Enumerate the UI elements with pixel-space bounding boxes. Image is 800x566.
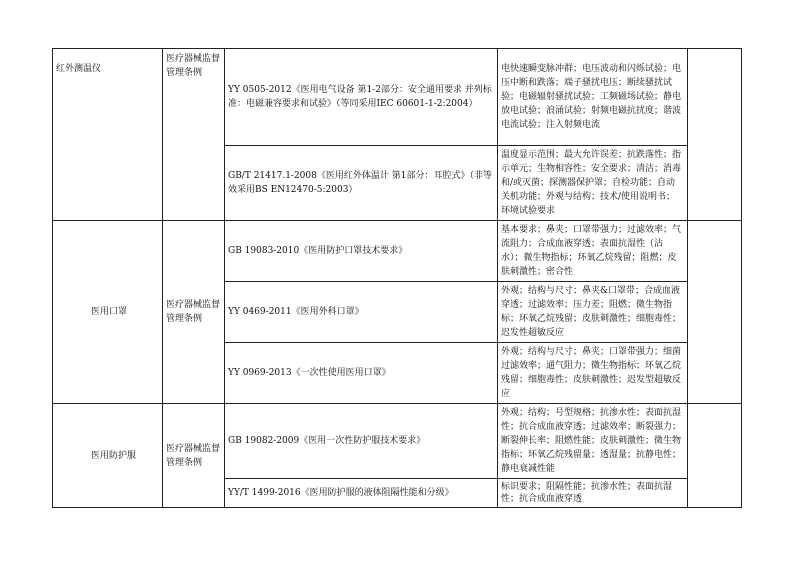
test-items-cell: 外观；结构与尺寸；鼻夹&口罩带；合成血液穿透；过滤效率；压力差；阻燃；微生物指标；环氧乙烷残留；皮肤刺激性；细胞毒性；迟发性超敏反应 xyxy=(498,282,688,343)
regulation-cell: 医疗器械监督管理条例 xyxy=(163,221,225,404)
standard-cell: YY 0969-2013《一次性使用医用口罩》 xyxy=(225,343,498,404)
standard-cell: YY/T 1499-2016《医用防护服的液体阻隔性能和分级》 xyxy=(225,479,498,508)
standard-cell: GB/T 21417.1-2008《医用红外体温计 第1部分：耳腔式》（非等效采用BS EN12470-5:2003） xyxy=(225,146,498,221)
standard-cell: YY 0505-2012《医用电气设备 第1-2部分：安全通用要求 并列标准：电磁兼容要求和试验》（等同采用IEC 60601-1-2:2004） xyxy=(225,49,498,146)
standard-cell: YY 0469-2011《医用外科口罩》 xyxy=(225,282,498,343)
table-row xyxy=(53,49,742,146)
test-items-cell: 温度显示范围；最大允许误差；抗跌落性；指示单元；生物相容性；安全要求；清洁；消毒和/或灭菌；探测器保护罩；自检功能；自动关机功能；外观与结构；技术/使用说明书；环境试验要求 xyxy=(498,146,688,221)
table-row xyxy=(53,221,742,282)
standards-table xyxy=(52,48,742,508)
product-cell: 医用口罩 xyxy=(53,221,163,404)
test-items-cell: 电快速瞬变脉冲群；电压波动和闪烁试验；电压中断和跌落；端子骚扰电压；断续骚扰试验；电磁辐射骚扰试验；工频磁场试验；静电放电试验；浪涌试验；射频电磁抗扰度；谐波电流试验；注入射频电流 xyxy=(498,49,688,146)
standard-cell: GB 19082-2009《医用一次性防护服技术要求》 xyxy=(225,404,498,479)
blank-cell xyxy=(688,221,742,404)
blank-cell xyxy=(688,404,742,508)
product-cell: 医用防护服 xyxy=(53,404,163,508)
test-items-cell: 基本要求；鼻夹；口罩带强力；过滤效率；气流阻力；合成血液穿透；表面抗湿性（沾水）；微生物指标；环氧乙烷残留；阻燃；皮肤刺激性；密合性 xyxy=(498,221,688,282)
product-cell: 红外测温仪 xyxy=(53,49,163,221)
test-items-cell: 外观；结构；号型规格；抗渗水性；表面抗湿性；抗合成血液穿透；过滤效率；断裂强力；断裂伸长率；阻燃性能；皮肤刺激性；微生物指标；环氧乙烷残留量；透湿量；抗静电性；静电衰减性能 xyxy=(498,404,688,479)
test-items-cell: 标识要求；阻隔性能；抗渗水性；表面抗湿性；抗合成血液穿透 xyxy=(498,479,688,508)
regulation-cell: 医疗器械监督管理条例 xyxy=(163,404,225,508)
regulation-cell: 医疗器械监督管理条例 xyxy=(163,49,225,221)
test-items-cell: 外观；结构与尺寸；鼻夹；口罩带强力；细菌过滤效率；通气阻力；微生物指标；环氧乙烷残留；细胞毒性；皮肤刺激性；迟发型超敏反应 xyxy=(498,343,688,404)
table-row xyxy=(53,404,742,479)
blank-cell xyxy=(688,49,742,221)
standard-cell: GB 19083-2010《医用防护口罩技术要求》 xyxy=(225,221,498,282)
